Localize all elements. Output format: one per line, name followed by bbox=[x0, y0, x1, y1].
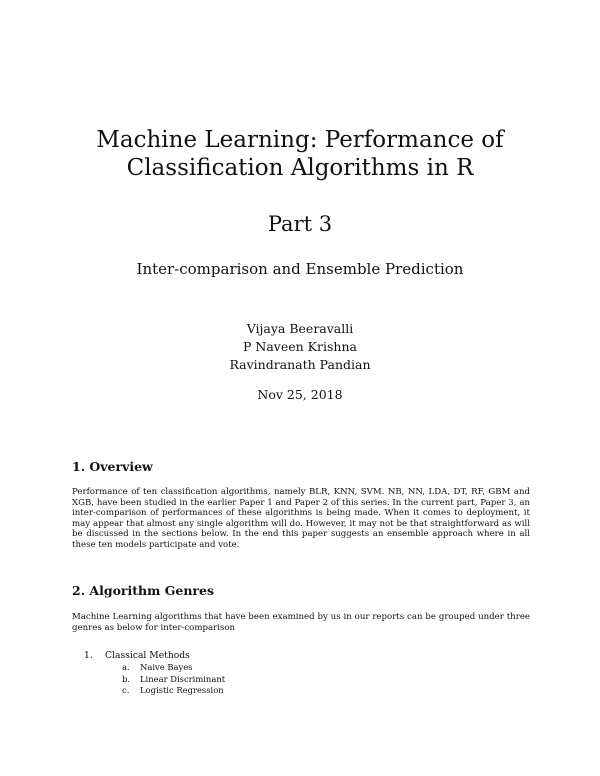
section-body-overview: Performance of ten classification algorithms, namely BLR, KNN, SVM. NB, NN, LDA, DT, RF, GBM and XGB, have been studied in the earlier Paper 1 and Paper 2 of this series. In the current part, Paper 3, an inter-comparison of performances of these algorithms is being made. When it comes to deployment, it may appear that almost any single algorithm will do. However, it may not be that straightforward as will be discussed in the sections below. In the end this paper suggests an ensemble approach where in all these ten models participate and vote. bbox=[72, 487, 530, 550]
sub-list-item-label: Linear Discriminant bbox=[140, 673, 226, 684]
publication-date: Nov 25, 2018 bbox=[257, 387, 343, 402]
section-body-algorithm-genres: Machine Learning algorithms that have been examined by us in our reports can be grouped under three genres as below for inter-comparison bbox=[72, 612, 530, 633]
author-list bbox=[0, 320, 600, 374]
sub-list-item-label: Naive Bayes bbox=[140, 662, 193, 672]
list-item bbox=[84, 650, 225, 662]
sub-list-item-label: Logistic Regression bbox=[140, 685, 224, 696]
section-heading-algorithm-genres: 2. Algorithm Genres bbox=[72, 583, 214, 598]
list-item-number: 1. bbox=[84, 650, 93, 661]
section-heading-overview: 1. Overview bbox=[72, 459, 153, 474]
sub-list-item bbox=[122, 662, 225, 674]
author-name: Ravindranath Pandian bbox=[229, 357, 371, 372]
sub-list-item-letter: a. bbox=[122, 662, 130, 672]
genre-list bbox=[84, 650, 225, 697]
paper-title bbox=[0, 126, 600, 182]
part-label: Part 3 bbox=[267, 212, 333, 236]
author-name: P Naveen Krishna bbox=[243, 339, 357, 354]
sub-list bbox=[122, 662, 225, 697]
title-line-2: Classification Algorithms in R bbox=[126, 155, 474, 181]
paper-subtitle: Inter-comparison and Ensemble Prediction bbox=[136, 260, 464, 278]
author-name: Vijaya Beeravalli bbox=[246, 321, 354, 336]
list-item-label: Classical Methods bbox=[105, 650, 190, 661]
sub-list-item bbox=[122, 685, 225, 697]
sub-list-item-letter: b. bbox=[122, 673, 131, 684]
title-line-1: Machine Learning: Performance of bbox=[96, 127, 504, 153]
sub-list-item-letter: c. bbox=[122, 685, 130, 696]
sub-list-item bbox=[122, 674, 225, 686]
